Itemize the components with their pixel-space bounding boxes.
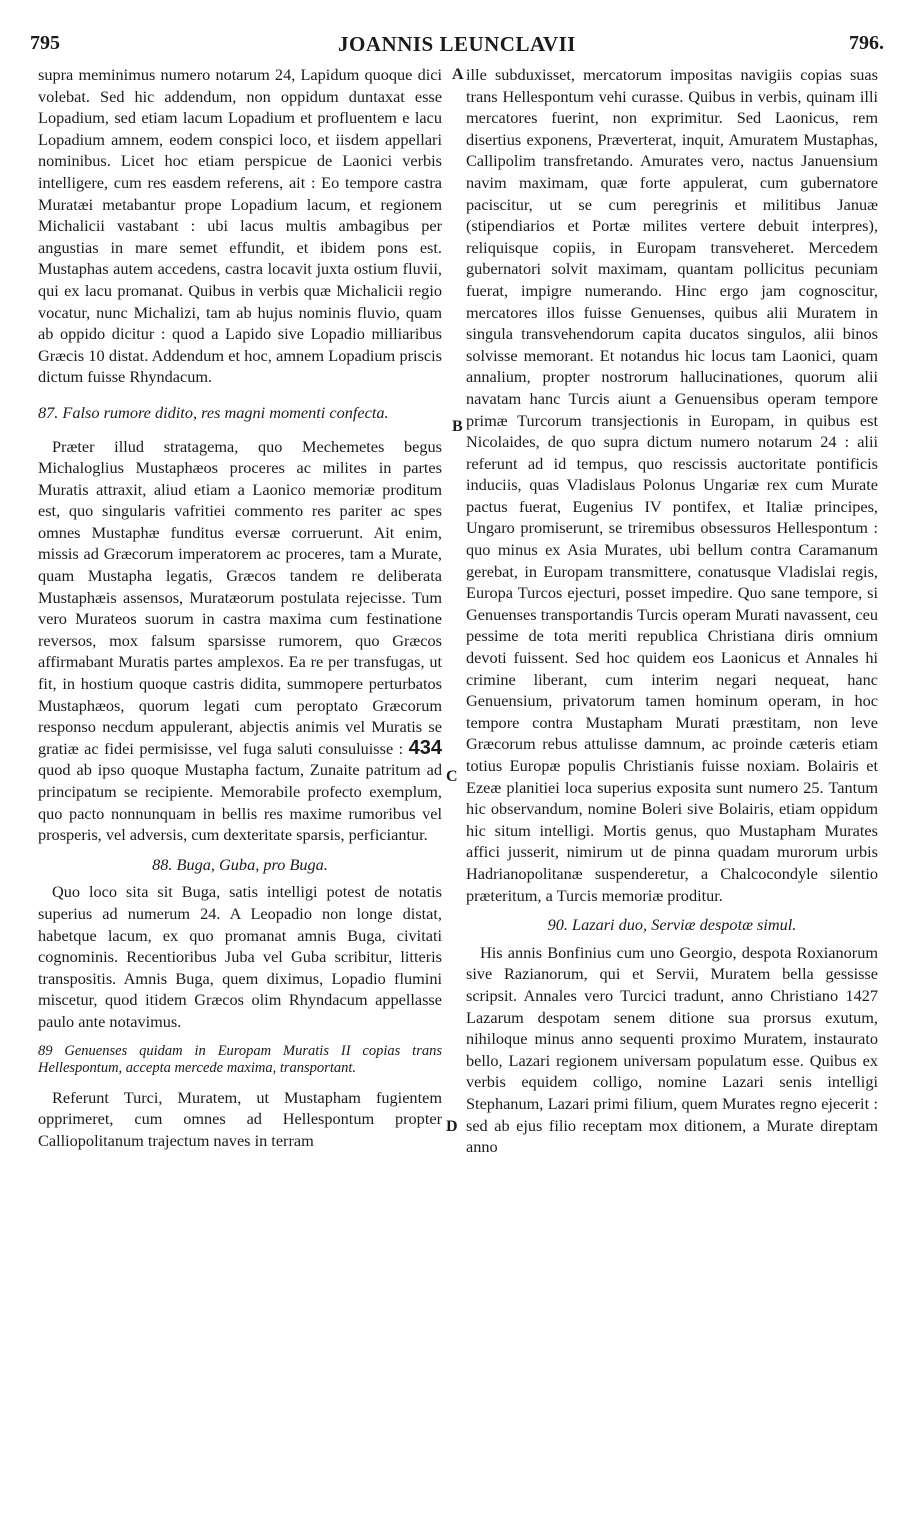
left-paragraph-2 [38,436,442,846]
section-heading-88: 88. Buga, Guba, pro Buga. [152,854,328,874]
margin-marker-d: D [446,1118,458,1135]
section-heading-87: 87. Falso rumore didito, res magni momenti confecta. [38,402,389,422]
margin-marker-a: A [452,66,464,83]
left-paragraph-4: Referunt Turci, Muratem, ut Mustapham fugientem opprimeret, cum omnes ad Hellespontum propter Calliopolitanum trajectum naves in terram [38,1087,442,1150]
section-heading-89: 89 Genuenses quidam in Europam Muratis II copias trans Hellespontum, accepta mercede maxima, transportant. [38,1042,442,1076]
page-number-inline: 434 [408,736,442,759]
right-column [466,64,878,1158]
right-paragraph-2: His annis Bonfinius cum uno Georgio, despota Roxianorum sive Razianorum, qui et Servii, Muratem bella gessisse scripsit. Annales vero Turcici tradunt, anno Christiano 1427 Lazarum despotam senem ditione sua prorsus exutum, nihiloque minus anno sequenti proximo Muratem, instaurato bello, Lazari regionem universam populatum esse. Quibus ex verbis equidem colligo, nomine Lazari senis intelligi Stephanum, Lazari primi filium, quem Murates regno ejecerit : sed ab ejus filio receptam mox ditionem, a Murate direptam anno [466,942,878,1157]
margin-marker-b: B [452,418,463,435]
section-heading-90: 90. Lazari duo, Serviæ despotæ simul. [547,915,797,935]
left-paragraph-2-end: quod ab ipso quoque Mustapha factum, Zunaite patritum ad principatum se recipiente. Memorabile profecto exemplum, quo pacto nonnunquam in bellis res maxime rumoribus vel prosperis, vel adversis, cum dexteritate sparsis, perficiantur. [38,760,442,845]
page-number-left: 795 [30,32,60,54]
running-head-title: JOANNIS LEUNCLAVII [338,32,576,56]
page-number-right: 796. [849,32,884,54]
left-column [38,64,442,1151]
left-paragraph-2-start: Præter illud stratagema, quo Mechemetes begus Michaloglius Mustaphæos proceres ac milites in partes Muratis attraxit, aliud etiam a Laonico memoriæ proditum est, quo singularis vafritiei commento res pariter ac spes omnes Mustaphæ funditus eversæ corruerunt. Ait enim, missis ad Græcorum imperatorem ac proceres, tam a Murate, quam Mustapha legatis, Græcos tandem re deliberata Mustaphæis assensos, Muratæorum postulata rejecisse. Tum vero Murateos suorum in castra maxima cum festinatione reversos, mox falsum sparsisse rumorem, quo Græcos affirmabant Muratis partes amplexos. Ea re per transfugas, ut fit, in hostium quoque castris didita, summopere perturbatos Mustaphæos, quorum legati cum peroptato Græcorum responso necdum appulerant, abjectis animis vel Muratis se gratiæ ac fidei permisisse, vel fuga saluti consuluisse : [38,436,442,758]
right-paragraph-1: ille subduxisset, mercatorum impositas navigiis copias suas trans Hellespontum vehi curasse. Quibus in verbis, quinam illi mercatores fuerint, non exprimitur. Sed Laonicus, rem disertius exponens, Præverterat, inquit, Amuratem Mustaphas, Callipolim transfretando. Amurates vero, nactus Januensium navim maximam, quæ forte appulerat, cum gubernatore paciscitur, ut se cum peregrinis et militibus Januæ (stipendiarios et Portæ milites vertere debuit interpres), reliquisque copiis, in Europam transveheret. Mercedem gubernatori solvit maximam, quantam pollicitus pecuniam fuerat, impigre numerando. Hinc ergo jam cognoscitur, mercatores illos fuisse Genuenses, quibus alii Muratem in singula transvehendorum capita ducatos singulos, alii binos solvisse memorant. Et notandus hic locus tam Laonici, quam annalium, propter nostrorum hallucinationes, quorum alii navatam hanc Turcis aiunt a Genuensibus operam tempore primæ Turcorum transjectionis in Europam, in quibus est Nicolaides, de quo supra dictum numero notarum 24 : alii referunt ad id tempus, quo rescissis auctoritate pontificis induciis, quas Vladislaus Polonus Ungariæ rex cum Murate pactus fuerat, Eugenius IV pontifex, et Italiæ principes, Ungaro promiserunt, se triremibus obsessuros Hellespontum : quo minus ex Asia Murates, ubi bellum contra Caramanum gerebat, in Europam transmittere, conatusque Vladislai regis, Europa Turcos ejecturi, posset impedire. Quo sane tempore, si Genuenses transportandis Turcis operam Murati navassent, ceu pessime de tota meriti republica Christiana diris omnium devoti fuissent. Sed hoc quidem eos Laonicus et Annales hi crimine liberant, cum interim negari nequeat, hanc Genuensium, privatorum tamen hominum operam, in hoc tempore contra Mustapham Murati præstitam, non leve Græcorum rebus attulisse damnum, ac proinde cæteris etiam totius Europæ populis Christianis fuisse noxiam. Bolairis et Ezeæ planitiei loca superius exposita sunt numero 25. Tantum hic observandum, nomine Boleri sive Bolairis, etiam oppidum hic situm intelligi. Mortis genus, quo Mustapham Murates affici jusserit, nimirum ut de pinna quadam murorum urbis Hadrianopolitanæ suspenderetur, a Chalcocondyle silentio præteritum, a Turcis memoriæ proditur. [466,65,878,905]
page-header [0,20,914,60]
margin-marker-c: C [446,768,458,785]
left-paragraph-3: Quo loco sita sit Buga, satis intelligi potest de notatis superius ad numerum 24. A Leopadio non longe distat, habetque lacum, ex quo promanat amnis Buga, civitati cognominis. Recentioribus Juba vel Guba scribitur, litteris transpositis. Amnis Buga, quem diximus, Lopadio flumini miscetur, quod itidem Græcos olim Rhyndacum appellasse paulo ante notavimus. [38,882,442,1031]
left-paragraph-1: supra meminimus numero notarum 24, Lapidum quoque dici volebat. Sed hic addendum, non oppidum duntaxat esse Lopadium, sed etiam lacum Lopadium et profluentem e lacu Lopadium amnem, eodem conspici loco, et iisdem appellari nominibus. Licet hoc etiam perspicue de Laonici verbis intelligere, cum res easdem referens, ait : Eo tempore castra Muratæi metabantur prope Lopadium lacum, et regionem Michalicii vastabant : ubi lacus multis ambagibus per angustias in mare semet effundit, et ibidem pons est. Mustaphas autem accedens, castra locavit juxta ostium fluvii, qui ex lacu promanat. Quibus in verbis quæ Michalicii regio vocatur, nunc Michalizi, tam ab hujus nominis fluvio, quam ab oppido dicitur : quod a Lapido sive Lopadio milliaribus Græcis 10 distat. Addendum et hoc, amnem Lopadium priscis dictum fuisse Rhyndacum. [38,65,442,387]
